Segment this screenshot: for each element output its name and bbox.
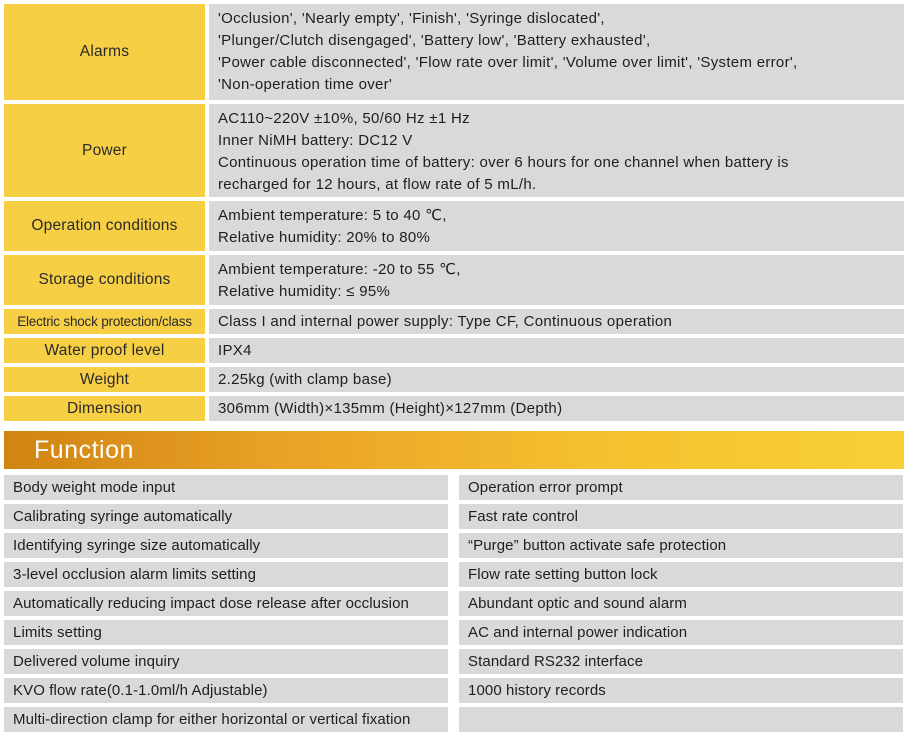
spec-label: Alarms (4, 4, 205, 100)
function-list-left (4, 475, 448, 736)
function-item: Limits setting (4, 620, 448, 645)
spec-value-line: AC110~220V ±10%, 50/60 Hz ±1 Hz (218, 110, 470, 127)
function-item: KVO flow rate(0.1-1.0ml/h Adjustable) (4, 678, 448, 703)
spec-value-line: 'Non-operation time over' (218, 76, 393, 93)
function-item-empty (459, 707, 903, 732)
spec-value-line: 'Power cable disconnected', 'Flow rate over limit', 'Volume over limit', 'System error', (218, 54, 798, 71)
specification-table (4, 4, 904, 425)
spec-label: Water proof level (4, 338, 205, 363)
spec-value-line: Ambient temperature: -20 to 55 ℃, (218, 261, 461, 278)
function-list-right (459, 475, 903, 736)
function-item: Operation error prompt (459, 475, 903, 500)
spec-value (209, 201, 904, 251)
function-item: Identifying syringe size automatically (4, 533, 448, 558)
spec-row-operation-conditions (4, 201, 904, 251)
spec-value (209, 104, 904, 197)
spec-value-line: Relative humidity: ≤ 95% (218, 283, 391, 300)
spec-value-line: Relative humidity: 20% to 80% (218, 229, 431, 246)
spec-label: Dimension (4, 396, 205, 421)
spec-label: Weight (4, 367, 205, 392)
spec-value (209, 4, 904, 100)
spec-label: Electric shock protection/class (4, 309, 205, 334)
function-item: AC and internal power indication (459, 620, 903, 645)
spec-row-weight (4, 367, 904, 392)
function-item: Body weight mode input (4, 475, 448, 500)
spec-value-line: Inner NiMH battery: DC12 V (218, 132, 413, 149)
function-item: Abundant optic and sound alarm (459, 591, 903, 616)
spec-label: Operation conditions (4, 201, 205, 251)
spec-row-water-proof-level (4, 338, 904, 363)
function-item: 1000 history records (459, 678, 903, 703)
function-item: Multi-direction clamp for either horizontal or vertical fixation (4, 707, 448, 732)
spec-row-alarms (4, 4, 904, 100)
function-item: Standard RS232 interface (459, 649, 903, 674)
function-item: “Purge” button activate safe protection (459, 533, 903, 558)
function-item: Calibrating syringe automatically (4, 504, 448, 529)
spec-value: 306mm (Width)×135mm (Height)×127mm (Depth) (209, 396, 904, 421)
function-item: 3-level occlusion alarm limits setting (4, 562, 448, 587)
function-section-banner (4, 431, 904, 469)
function-section-title: Function (34, 435, 134, 464)
spec-value: IPX4 (209, 338, 904, 363)
function-item: Fast rate control (459, 504, 903, 529)
spec-value-line: recharged for 12 hours, at flow rate of 5 mL/h. (218, 176, 537, 193)
spec-row-storage-conditions (4, 255, 904, 305)
spec-value: 2.25kg (with clamp base) (209, 367, 904, 392)
spec-value-line: 'Occlusion', 'Nearly empty', 'Finish', 'Syringe dislocated', (218, 10, 605, 27)
spec-row-power (4, 104, 904, 197)
function-item: Automatically reducing impact dose release after occlusion (4, 591, 448, 616)
spec-value (209, 255, 904, 305)
spec-value-line: Continuous operation time of battery: over 6 hours for one channel when battery is (218, 154, 789, 171)
function-item: Flow rate setting button lock (459, 562, 903, 587)
spec-label: Power (4, 104, 205, 197)
spec-value: Class I and internal power supply: Type CF, Continuous operation (209, 309, 904, 334)
spec-row-electric-shock-protection (4, 309, 904, 334)
spec-value-line: Ambient temperature: 5 to 40 ℃, (218, 207, 447, 224)
spec-value-line: 'Plunger/Clutch disengaged', 'Battery low', 'Battery exhausted', (218, 32, 651, 49)
spec-row-dimension (4, 396, 904, 421)
spec-label: Storage conditions (4, 255, 205, 305)
function-item: Delivered volume inquiry (4, 649, 448, 674)
